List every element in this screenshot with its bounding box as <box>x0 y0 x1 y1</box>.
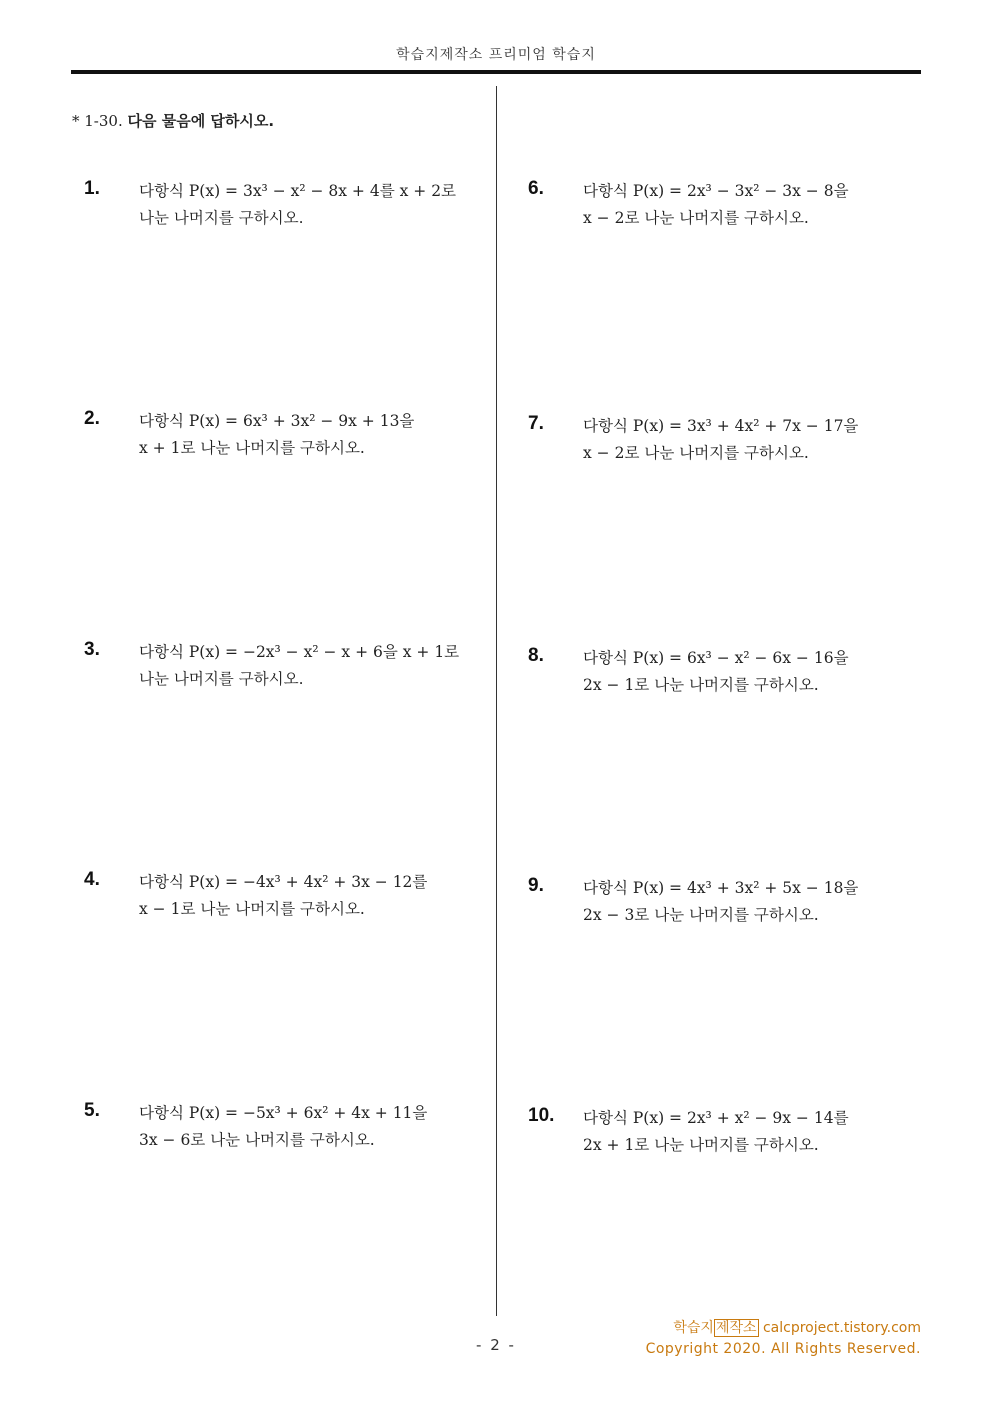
problem-number: 3. <box>84 639 100 660</box>
problem-number: 9. <box>528 875 544 896</box>
instruction <box>72 110 274 131</box>
problem-line2: 2x − 1로 나눈 나머지를 구하시오. <box>583 676 819 694</box>
footer-copyright: Copyright 2020. All Rights Reserved. <box>645 1341 921 1357</box>
problem-line2: x + 1로 나눈 나머지를 구하시오. <box>139 439 365 457</box>
problem-line1: 다항식 P(x) = 6x³ + 3x² − 9x + 13을 <box>139 412 415 430</box>
problem-number: 2. <box>84 408 100 429</box>
problem-line1: 다항식 P(x) = 4x³ + 3x² + 5x − 18을 <box>583 879 859 897</box>
problem-line1: 다항식 P(x) = −4x³ + 4x² + 3x − 12를 <box>139 873 428 891</box>
problem-line2: 나눈 나머지를 구하시오. <box>139 670 304 688</box>
problem-line2: 2x + 1로 나눈 나머지를 구하시오. <box>583 1136 819 1154</box>
problem-line1: 다항식 P(x) = −5x³ + 6x² + 4x + 11을 <box>139 1104 428 1122</box>
problem-number: 8. <box>528 645 544 666</box>
problem-line2: 나눈 나머지를 구하시오. <box>139 209 304 227</box>
page-number: - 2 - <box>476 1336 516 1354</box>
problem-line1: 다항식 P(x) = 6x³ − x² − 6x − 16을 <box>583 649 849 667</box>
instruction-text: 다음 물음에 답하시오. <box>127 112 275 130</box>
problem-line1: 다항식 P(x) = 3x³ + 4x² + 7x − 17을 <box>583 417 859 435</box>
problem-line2: x − 1로 나눈 나머지를 구하시오. <box>139 900 365 918</box>
problem-line2: x − 2로 나눈 나머지를 구하시오. <box>583 444 809 462</box>
problem-line1: 다항식 P(x) = −2x³ − x² − x + 6을 x + 1로 <box>139 643 460 661</box>
problem-number: 7. <box>528 413 544 434</box>
footer-brand-url[interactable]: calcproject.tistory.com <box>762 1320 921 1336</box>
problem-line1: 다항식 P(x) = 2x³ − 3x² − 3x − 8을 <box>583 182 849 200</box>
page-header-title: 학습지제작소 프리미엄 학습지 <box>396 47 596 63</box>
problem-number: 1. <box>84 178 100 199</box>
footer-brand <box>673 1317 921 1337</box>
column-divider <box>496 86 497 1316</box>
problem-number: 4. <box>84 869 100 890</box>
footer-brand-boxed: 제작소 <box>715 1320 757 1336</box>
problem-line1: 다항식 P(x) = 3x³ − x² − 8x + 4를 x + 2로 <box>139 182 457 200</box>
problem-line2: 2x − 3로 나눈 나머지를 구하시오. <box>583 906 819 924</box>
problem-line2: x − 2로 나눈 나머지를 구하시오. <box>583 209 809 227</box>
instruction-prefix: * 1-30. <box>72 112 123 130</box>
problem-number: 10. <box>528 1105 555 1126</box>
problem-line1: 다항식 P(x) = 2x³ + x² − 9x − 14를 <box>583 1109 849 1127</box>
footer-brand-prefix: 학습지 <box>673 1320 714 1336</box>
problem-number: 5. <box>84 1100 100 1121</box>
problem-line2: 3x − 6로 나눈 나머지를 구하시오. <box>139 1131 375 1149</box>
problem-number: 6. <box>528 178 544 199</box>
header-rule <box>71 70 921 74</box>
